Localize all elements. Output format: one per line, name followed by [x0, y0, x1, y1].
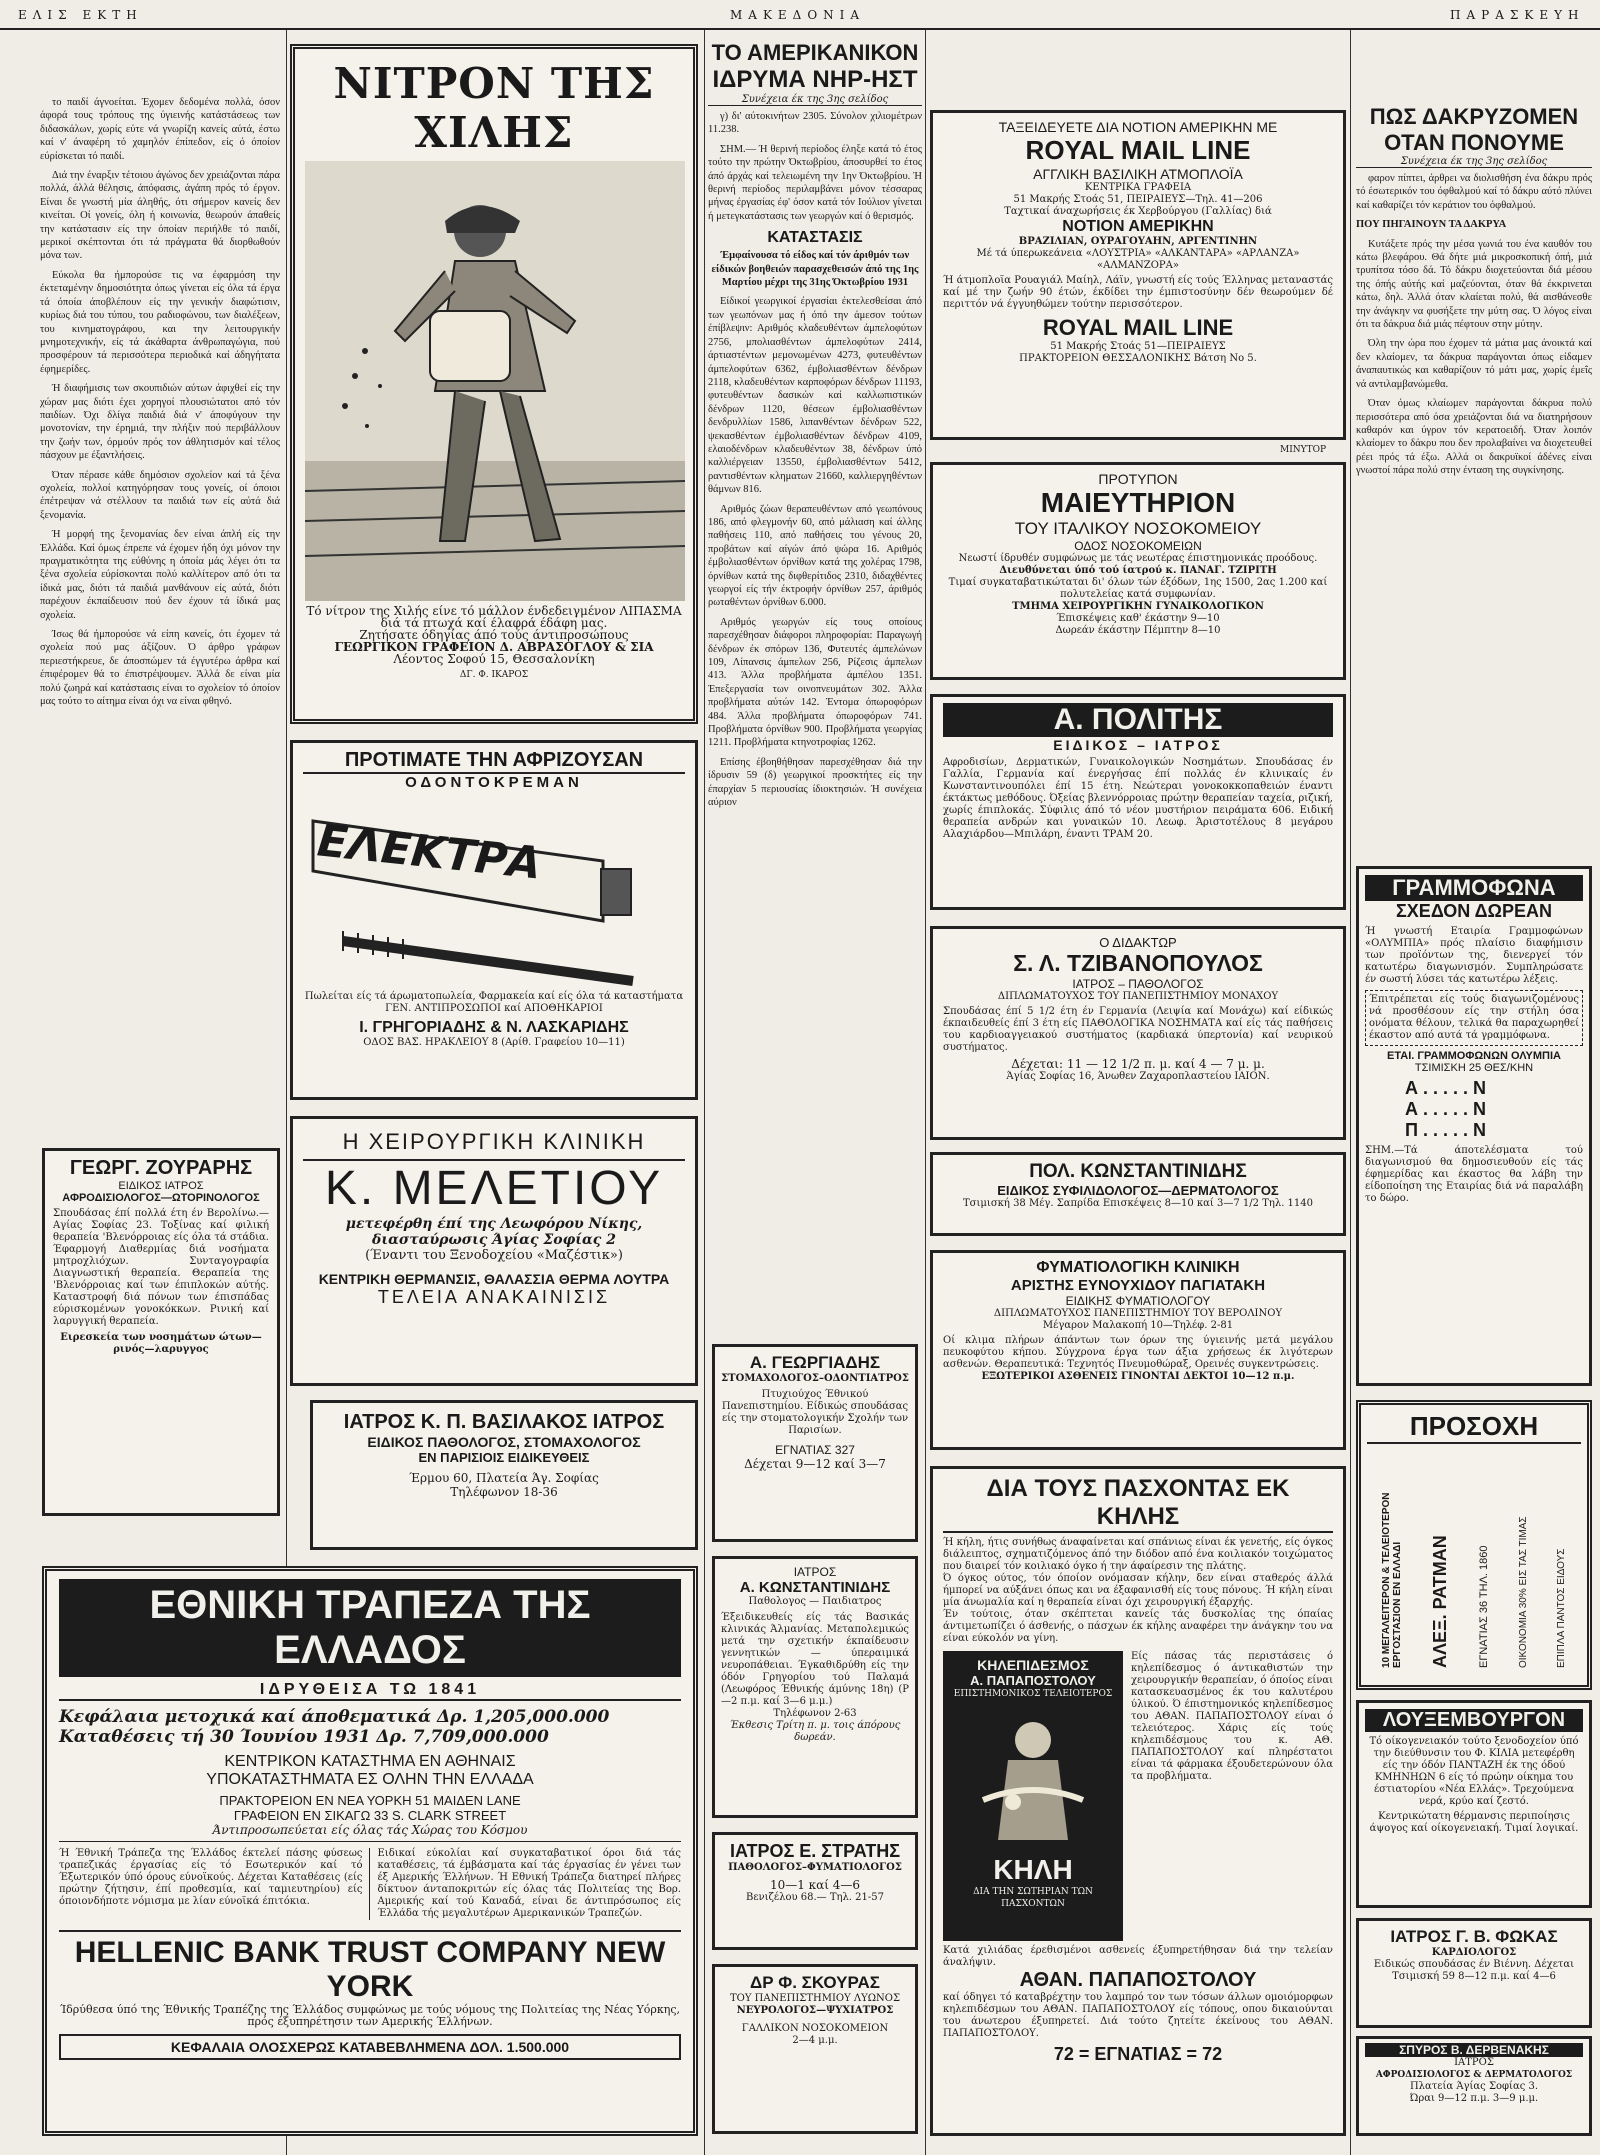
bank-left-text: Ή Έθνική Τράπεζα της Έλλάδος έκτελεί πάσης φύσεως τραπεζικάς έργασίας είς τό Εσωτερικόν καί τό Έξωτερικόν ύπό όρους εύνοϊκούς. Δέχεται Καταθέσεις (είς πρώτην ζήτησιν, έπί προθεσμία, καί ταμιευτηρίου) είς όποιονδήποτε νόμισμα με λίαν εύνοϊκά έπιτόκια. — [59, 1848, 370, 1920]
article-continuation: Συνέχεια έκ της 3ης σελίδος — [708, 94, 922, 106]
ad-hernia — [930, 1466, 1346, 2136]
ad-hours: Δέχεται: 11 — 12 1/2 π. μ. καί 4 — 7 μ. μ. — [1011, 1057, 1265, 1071]
ad-title: ΛΟΥΞΕΜΒΟΥΡΓΟΝ — [1365, 1709, 1583, 1732]
ad-degree: ΔΙΠΛΩΜΑΤΟΥΧΟΣ ΤΟΥ ΠΑΝΕΠΙΣΤΗΜΙΟΥ ΜΟΝΑΧΟΥ — [997, 991, 1279, 1002]
ad-subtitle: ΕΝ ΠΑΡΙΣΙΟΙΣ ΕΙΔΙΚΕΥΘΕΙΣ — [418, 1450, 590, 1465]
ad-title: Α. ΚΩΝΣΤΑΝΤΙΝΙΔΗΣ — [739, 1579, 891, 1596]
article-title: ΙΔΡΥΜΑ ΝΗΡ-ΗΣΤ — [712, 66, 918, 93]
ad-national-bank — [42, 1566, 698, 2136]
ad-title: ΠΡΟΤΙΜΑΤΕ ΤΗΝ ΑΦΡΙΖΟΥΣΑΝ — [303, 749, 685, 774]
ad-address: 72 = ΕΓΝΑΤΙΑΣ = 72 — [1053, 2044, 1223, 2064]
bank-founded: ΙΔΡΥΘΕΙΣΑ ΤΩ 1841 — [59, 1681, 681, 1701]
bank-representation: Άντιπροσωπεύεται είς όλας τάς Χώρας του Κόσμου — [59, 1823, 681, 1842]
article-title: ΠΩΣ ΔΑΚΡΥΖΟΜΕΝ — [1369, 104, 1579, 129]
ad-ships: Μέ τά ύπερωκεάνεια «ΛΟΥΣΤΡΙΑ» «ΑΛΚΑΝΤΑΡΑ» «ΑΡΛΑΝΖΑ» «ΑΛΜΑΝΖΟΡΑ» — [976, 248, 1300, 271]
ad-title: ΣΠΥΡΟΣ Β. ΔΕΡΒΕΝΑΚΗΣ — [1365, 2043, 1583, 2057]
ad-maternity — [930, 462, 1346, 680]
ad-hours: Δέχεται 9—12 καί 3—7 — [744, 1457, 886, 1471]
ad-text: Ό όγκος ούτος, τόν όποίον ονόμασαν κήλην, δεν είναι σταθερός άλλά ήμπορεί να αύξάνει όπως και να έξαφανισθή είς τους πόνους. Ή κήλη είναι μία άνωμαλία καί η θεραπεία είναι όχι χειρουργική έξαρχής. — [943, 1573, 1333, 1608]
clinic-name: Κ. ΜΕΛΕΤΙΟΥ — [324, 1162, 664, 1215]
ad-text: Νεωστί ίδρυθέν συμφώνως με τάς νεωτέρας έπιστημονικάς προόδους. — [958, 553, 1318, 564]
ad-luxembourg-hotel — [1356, 1700, 1592, 1908]
ad-text: καί όδηγει τό καταβρέχτην του λαμπρό τον των τόσων άλλων ομοιόμορφων κηλεπιδέσμων του ΑΘΑΝ. ΠΑΠΑΠΟΣΤΟΛΟΥ είς τόπους, οπου δικαιούνται του άνωτερου έξυπηρετεί. Διά τούτο ζητείτε έκείνους του ΑΘΑΝ. ΠΑΠΑΠΟΣΤΟΛΟΥ. — [943, 1992, 1333, 2039]
ad-text: Είς πάσας τάς περιστάσεις ό κηλεπίδεσμος ό άντικαθιστών την χειρουργικήν θεραπείαν, ό όποίος είναι κατασκευασμένος έκ του καλυτέρου ύλικού. Ό έπιστημονικός κηλεπίδεσμος του ΑΘΑΝ. ΠΑΠΑΠΟΣΤΟΛΟΥ είναι ό τελειότερος. Χάρις είς τούς κηλεπιδέσμους του κ. ΑΘ. ΠΑΠΑΠΟΣΤΟΛΟΥ καί πληρέστατοι είναι τά φάρμακα έξουδετερώνουν όλα τα προβλήματα. — [1131, 1651, 1333, 1782]
ad-hours: Ώραι 9—12 π.μ. 3—9 μ.μ. — [1409, 2093, 1539, 2104]
ad-tzivanopoulos — [930, 926, 1346, 1140]
ad-hours: Έπισκέψεις καθ' έκάστην 9—10 — [1056, 613, 1220, 624]
hellenic-bank-title: HELLENIC BANK TRUST COMPANY NEW YORK — [59, 1930, 681, 2004]
ad-subtitle: ΑΓΓΛΙΚΗ ΒΑΣΙΛΙΚΗ ΑΤΜΟΠΛΟΪΑ — [1033, 166, 1243, 182]
ad-signature: ΜΙΝΥΤΟΡ — [1280, 445, 1327, 455]
hernia-truss-illustration — [953, 1700, 1113, 1850]
ad-intro: ΠΡΟΤΥΠΟΝ — [1098, 471, 1178, 487]
article-title: ΤΟ ΑΜΕΡΙΚΑΝΙΚΟΝ — [711, 40, 919, 65]
ad-address: ΕΓΝΑΤΙΑΣ 327 — [775, 1443, 855, 1457]
article-paragraph: Επίσης έβοηθήθησαν παρεσχέθησαν διά την ίδρυσιν 59 (δ) γεωργικοί προσκτήτες είς την έπαρχίαν 5 περιουσίας ίδιοκτησιών. Ή συνέχεια αύριον — [708, 756, 922, 809]
ad-address: Μέγαρον Μαλακοπή 10—Τηλέφ. 2-81 — [1042, 1320, 1234, 1331]
ad-text: (Έναντι του Ξενοδοχείου «Μαζέστικ») — [365, 1248, 623, 1263]
ad-title: ΠΡΟΣΟΧΗ — [1367, 1411, 1581, 1444]
hellenic-bank-capital: ΚΕΦΑΛΑΙΑ ΟΛΟΣΧΕΡΩΣ ΚΑΤΑΒΕΒΛΗΜΕΝΑ ΔΟΛ. 1.500.000 — [59, 2034, 681, 2060]
ad-royal-mail — [930, 110, 1346, 440]
ad-specialty: ΕΙΔΙΚΟΣ ΣΥΦΙΛΙΔΟΛΟΓΟΣ—ΔΕΡΜΑΤΟΛΟΓΟΣ — [997, 1183, 1279, 1198]
ad-skouras — [712, 1964, 918, 2134]
ad-title: ΙΑΤΡΟΣ Γ. Β. ΦΩΚΑΣ — [1390, 1927, 1558, 1946]
ad-specialty: ΕΙΔΙΚΗΣ ΦΥΜΑΤΙΟΛΟΓΟΥ — [1065, 1294, 1211, 1308]
article-paragraph: ΣΗΜ.— Ή θερινή περίοδος έληξε κατά τό έτος τούτο την πρώτην Όκτωβρίου, άποσυρθεί το έτος άπό άρχάς καί τελειωμένη την 1ην Όκτωβρίου. Ή θερινή περίοδος περιλαμβάνει μόνον τέσσαρας μήνας έργασίας έφ' όσον κατά τόν Ιούλιον γίνεται ή μετεγκατάστασις των γεωργών καί ό θερισμός. — [708, 143, 922, 222]
ad-note: ΕΞΩΤΕΡΙΚΟΙ ΑΣΘΕΝΕΙΣ ΓΙΝΟΝΤΑΙ ΔΕΚΤΟΙ 10—12 π.μ. — [981, 1371, 1295, 1382]
ad-text: Ταχτικαί άναχωρήσεις έκ Χερβούργου (Γαλλίας) διά — [1004, 206, 1272, 217]
ad-text: Ζητήσατε όδηγίας άπό τούς άντιπροσώπους — [359, 628, 629, 642]
article-paragraph: Αριθμός ζώων θεραπευθέντων από γεωπόνους 186, από φλεγμονήν 60, από μάλιαση καί άλλης παθήσεις 110, από παθήσεις του γένους 20, προβάτων καί αίγών άπό ψώρα 16. Αριθμός έμβολιασθέντων όρνίθων κατά της χολέρας 1798, όρνίθων κατά της διφθερίτιδος 2310, διδαχθέντες γεωργοί είς τήν έκτροφήν όρνίθων 257, άριθμός ρωταθέντων όρνίθων 6.000. — [708, 503, 922, 609]
ad-text: Ή κήλη, ήτις συνήθως άναφαίνεται καί σπάνιως είναι έκ γενετής, είς όγκος διάλειπτος, σχηματιζόμενος άπό την διόδον από ένα κοιλιακόν τοιχώματος που διαιρεί τόν κοιλιακό όγκο ή την άφαίρεσιν της πλάτης. — [943, 1537, 1333, 1572]
ad-furniture — [1356, 1400, 1592, 1690]
ad-subtitle: ΟΔΟΝΤΟΚΡΕΜΑΝ — [405, 774, 583, 791]
ad-title: ΝΙΤΡΟΝ ΤΗΣ ΧΙΛΗΣ — [333, 59, 655, 157]
ad-office: ΚΕΝΤΡΙΚΑ ΓΡΑΦΕΙΑ — [1084, 182, 1192, 193]
article-paragraph: Είδικοί γεωργικοί έργασίαι έκτελεσθείσαι άπό των γεωπόνων μας ή όπό την άμεσον τούτων έπίβλεψιν: Αριθμός κλαδευθέντων άμπελοφύτων 2756, μπολιασθέντων άμπελοφύτων 2414, άρτιαστέντων μεμονωμένων 4273, φυτευθέντων άμπελοφύτων 6362, έμβολιασθέντων δένδρων 2118, κλαδευθέντων καρποφόρων δένδρων 11193, φυτευθέντων δασικών καί καλλωπιστικών δένδρων 1120, θέσεων έμβολιασθέντων δενδρυλλίων 1586, λιπανθέντων δένδρων 522, ψεκασθέντων έμβολιασθέντων δένδρων 4109, ελαιοδένδρων κλαδευθέντων 38, δένδρων ύπό καλλιέργειαν 13550, έμβολιασθέντων 5412, ραντισθέντων κληματων 21660, καλλιεργηθέντων θάμνων 816. — [708, 296, 922, 496]
column-rule — [925, 30, 926, 2155]
article-paragraph: Διά την έναρξιν τέτοιου άγώνος δεν χρειάζονται πάρα πολλά, άλλά θέλησις, άπόφασις, άγάπη πρός τό έργον. Είναι δε γνωστή μία άληθής, ότι σήμερον κανείς δεν κινείται. Οί γονείς, όλη ή κοινωνία, θεωρούν άπαθείς την κατάστασιν είς την όποίαν περιήλθε τό παιδί, μερικοί σκέπτονται ότι τά πράγματα θά διορθωθούν μόνα των. — [40, 170, 280, 262]
ad-phone: Τηλέφωνον 18-36 — [450, 1485, 558, 1499]
ad-address: ΟΔΟΣ ΒΑΣ. ΗΡΑΚΛΕΙΟΥ 8 (Αρίθ. Γραφείου 10—11) — [363, 1037, 625, 1048]
ad-title: ΙΑΤΡΟΣ Ε. ΣΤΡΑΤΗΣ — [729, 1841, 901, 1861]
ad-konstantinidis-pol — [930, 1152, 1346, 1236]
ad-text: Έν τούτοις, όταν σκέπτεται κανείς τάς δυσκολίας της όπαίας άντιμετωπίζει ό άσθενής, ο πάσχων έκ κήλης αναφέρει την άνάγκην του να είναι εύκολόν να γίνη. — [943, 1609, 1333, 1644]
masthead — [0, 0, 1600, 30]
masthead-left: ΕΛΙΣ ΕΚΤΗ — [18, 8, 143, 22]
ad-title: ROYAL MAIL LINE — [1025, 135, 1251, 165]
ad-text: Ή άτμοπλοϊα Ρουαγιάλ Μαίηλ, Λάϊν, γνωστή είς τούς Έλληνας μεταναστάς καί μέ την ζωήν 90 έτών, έκδίδει την έμπιστοσύνην δέν θεωρούμεν δέ περιττόν νά έγγυηθώμεν τούτην περισσότερον. — [943, 275, 1333, 310]
ad-text: Ειδικώς σπουδάσας έν Βιέννη. Δέχεται Τσιμισκή 59 8—12 π.μ. καί 4—6 — [1373, 1959, 1575, 1982]
ad-vertical-text: 10 ΜΕΓΑΛΕΙΤΕΡΟΝ & ΤΕΛΕΙΟΤΕΡΟΝ ΕΡΓΟΣΤΑΣΙΟΝ ΕΝ ΕΛΛΑΔΙ — [1380, 1492, 1403, 1668]
article-paragraph: γ) δι' αύτοκινήτων 2305. Σύνολον χιλιομέτρων 11.238. — [708, 111, 922, 136]
ad-address: Έρμου 60, Πλατεία Άγ. Σοφίας — [409, 1471, 599, 1485]
ad-title: ΔΙΑ ΤΟΥΣ ΠΑΣΧΟΝΤΑΣ ΕΚ ΚΗΛΗΣ — [943, 1475, 1333, 1533]
article-american-foundation — [708, 40, 922, 1340]
brand-name: ΕΛΕΚΤΡΑ — [314, 815, 544, 890]
ad-dervenakis — [1356, 2036, 1592, 2136]
ad-specialty: ΚΑΡΔΙΟΛΟΓΟΣ — [1431, 1947, 1517, 1958]
toothpaste-illustration — [303, 791, 685, 991]
ad-specialty: ΤΟΥ ΠΑΝΕΠΙΣΤΗΜΙΟΥ ΛΥΩΝΟΣ — [729, 1993, 901, 2004]
article-column — [40, 96, 280, 1141]
ad-title: Α. ΓΕΩΡΓΙΑΔΗΣ — [749, 1353, 881, 1372]
ad-vertical-text: ΕΠΙΠΛΑ ΠΑΝΤΟΣ ΕΙΔΟΥΣ — [1556, 1548, 1568, 1668]
ad-title: ΓΡΑΜΜΟΦΩΝΑ — [1365, 875, 1583, 901]
ad-georgiadis — [712, 1344, 918, 1542]
poster-name: Α. ΠΑΠΑΠΟΣΤΟΛΟΥ — [970, 1673, 1096, 1688]
ad-address: ΟΔΟΣ ΝΟΣΟΚΟΜΕΙΩΝ — [1074, 539, 1202, 553]
ad-degree: ΔΙΠΛΩΜΑΤΟΥΧΟΣ ΠΑΝΕΠΙΣΤΗΜΙΟΥ ΤΟΥ ΒΕΡΟΛΙΝΟΥ — [993, 1308, 1283, 1319]
ad-title: ΔΡ Φ. ΣΚΟΥΡΑΣ — [749, 1973, 881, 1992]
ad-vertical-text: ΕΓΝΑΤΙΑΣ 36 ΤΗΛ. 1860 — [1478, 1545, 1491, 1668]
ad-brand-name: ΑΘΑΝ. ΠΑΠΑΠΟΣΤΟΛΟΥ — [1019, 1969, 1257, 1991]
article-paragraph: Κυτάξετε πρός την μέσα γωνιά του ένα καυθόν του κάτω βλεφάρου. Θά δήτε μιά μικροσκοπική όπή, μιά τρυπίτσα τόσο δά. Τό δάκρυ διοχετεύονται διά μέσου της όπής αύτής καί μαζεύονται, όταν θά έκκρινεται κάτω, δηλ. Άλλά όταν κλαίεται πολύ, θά αισθάνεσθε την άνάγκην να φυσήξετε την μύτη σας. Ό λόγος είναι ότι τα δάκρυα διά μιάς πέφτουν στην μύτην. — [1356, 238, 1592, 331]
ad-text: Πτυχιούχος Έθνικού Πανεπιστημίου. Είδικώς σπουδάσας είς την στοματολογικήν Σχολήν των Παρισίων. — [721, 1389, 909, 1436]
ad-text: Τσιμισκή 38 Μέγ. Σαπρίδα Επισκέψεις 8—10 καί 3—7 1/2 Τηλ. 1140 — [962, 1198, 1313, 1209]
ad-subtitle: ΝΕΥΡΟΛΟΓΟΣ—ΨΥΧΙΑΤΡΟΣ — [736, 2005, 894, 2016]
article-paragraph: Όταν όμως κλαίωμεν παράγονται δάκρυα πολύ περισσότερα από όσα χρειάζονται διά να διατηρήσουν καθαρόν και ύγρον τόν κερατοειδή. Όταν λοιπόν κλαίομεν το δάκρυ που δεν προλαβαίνει να διοχετευθεί ρέει πρός τά έξω. Αλλά οι δακρυϊκοί άδένες είναι γνωστοί πάρα πολύ στην ένταση της συγκίνησης. — [1356, 398, 1592, 477]
ad-address: ΓΑΛΛΙΚΟΝ ΝΟΣΟΚΟΜΕΙΟΝ — [741, 2023, 889, 2034]
ad-title: ΕΘΝΙΚΗ ΤΡΑΠΕΖΑ ΤΗΣ ΕΛΛΑΔΟΣ — [59, 1579, 681, 1677]
poster-big-word: ΚΗΛΗ — [993, 1854, 1073, 1885]
ad-role: ΕΙΔΙΚΟΣ ΙΑΤΡΟΣ — [118, 1180, 204, 1192]
ad-text: Ή γνωστή Εταιρία Γραμμοφώνων «ΟΛΥΜΠΙΑ» πρός πλαίσιο διαφήμισιν των προϊόντων της, διενεργεί τόν κατωτέρω διαγωνισμόν. Συμπληρώσατε έν σωστή λύσει τάς κατωτέρω λέξεις. — [1365, 926, 1583, 985]
ad-zourarhs — [42, 1148, 280, 1516]
ad-address: 51 Μακρής Στοάς 51—ΠΕΙΡΑΙΕΥΣ — [1050, 341, 1226, 352]
ad-vertical-text: ΟΙΚΟΝΟΜΙΑ 30% ΕΙΣ ΤΑΣ ΤΙΜΑΣ — [1517, 1516, 1529, 1668]
article-paragraph: το παιδί άγνοείται. Έχομεν δεδομένα πολλά, όσον άφορά τους τρόπους της ύγιεινής κατάστάσεως των διδασκάλων, χωρίς εύτε νά γνωρίζη κανείς αύτά, έστω καί ν' άναφέρη τό χαμηλόν έπίπεδον, είς ό όποίον εύρίσκεται τό παιδί. — [40, 97, 280, 162]
ad-text: Πωλείται είς τά άρωματοπωλεία, Φαρμακεία καί είς όλα τά καταστήματα ΓΕΝ. ΑΝΤΙΠΡΟΣΩΠΟΙ καί ΑΠΟΘΗΚΑΡΙΟΙ — [304, 991, 684, 1014]
poster-heading: ΚΗΛΕΠΙΔΕΣΜΟΣ — [977, 1657, 1089, 1673]
ad-title: ΠΟΛ. ΚΩΝΣΤΑΝΤΙΝΙΔΗΣ — [1029, 1161, 1247, 1182]
hellenic-bank-text: Ίδρύθεσα ύπό της Έθνικής Τραπέζης της Έλλάδος συμφώνως με τούς νόμους της Πολιτείας της Νέας Υόρκης, πρός έξυπηρέτησιν των Αμερικής Έλλήνων. — [60, 2003, 680, 2028]
bank-agency: ΠΡΑΚΤΟΡΕΙΟΝ ΕΝ ΝΕΑ ΥΟΡΚΗ 51 ΜΑΙΔΕΝ LANE — [219, 1793, 521, 1808]
ad-address: 51 Μακρής Στοάς 51, ΠΕΙΡΑΙΕΥΣ—Τηλ. 41—206 — [1013, 194, 1263, 205]
ad-text: ΤΕΛΕΙΑ ΑΝΑΚΑΙΝΙΣΙΣ — [377, 1287, 611, 1307]
ad-title: Σ. Λ. ΤΖΙΒΑΝΟΠΟΥΛΟΣ — [1013, 950, 1263, 976]
article-paragraph: Όλη την ώρα που έχομεν τά μάτια μας άνοικτά καί δεν κλαίομεν, τα δάκρυα παράγονται όπως είδαμεν άναπαυτικώς και καθαρίζουν τό μάτι μας, χωρίς έμεΐς νά αντιλαμβανώμεθα. — [1356, 338, 1592, 390]
masthead-right: ΠΑΡΑΣΚΕΥΗ — [1450, 8, 1585, 22]
ad-hours: 2—4 μ.μ. — [792, 2035, 838, 2046]
ad-text: Ειρεσκεία των νοσημάτων ώτων—ρινός—λαρυγγος — [60, 1332, 262, 1355]
masthead-center: ΜΑΚΕΔΟΝΙΑ — [730, 8, 866, 22]
ad-text: Έπιτρέπεται είς τούς διαγωνιζομένους νά προσθέσουν είς την στήλη όσα ονόματα θέλουν, τελικά θα παραχωρηθεί έκαστον από αυτά τά γραμμόφωνα. — [1365, 990, 1583, 1046]
ad-specialty: ΑΦΡΟΔΙΣΙΟΛΟΓΟΣ—ΩΤΟΡΙΝΟΛΟΓΟΣ — [62, 1192, 260, 1204]
ad-subtitle: ΣΧΕΔΟΝ ΔΩΡΕΑΝ — [1396, 901, 1552, 921]
bank-office: ΓΡΑΦΕΙΟΝ ΕΝ ΣΙΚΑΓΩ 33 S. CLARK STREET — [233, 1808, 507, 1823]
ad-title: ΓΕΩΡΓ. ΖΟΥΡΑΡΗΣ — [69, 1157, 253, 1179]
ad-stratis — [712, 1832, 918, 1950]
ad-note: Έκθεσις Τρίτη π. μ. τοις άπόρους δωρεάν. — [729, 1720, 901, 1743]
article-paragraph: Εύκολα θα ήμπορούσε τις να έφαρμόση την έκτεταμένην δημοσιότητα όπως γίνεται είς όλα τά έργα τά όποία άποβλέπουν είς την γενικήν διαφώτισιν, κυρίως διά του τύπου, του ραδιοφώνου, των διαλέξεων, του κινηματογράφου, και την λειτουργικήν μνημοτεχνικήν, είς τά άκάθαρτα άνθρωπαγώγια, πού προσφέρουν τά περισσότερα περιοδικά καί άδηγήτατα έφημερίδες. — [40, 269, 280, 375]
ad-destination: ΝΟΤΙΟΝ ΑΜΕΡΙΚΗΝ — [1062, 218, 1214, 235]
ad-politis — [930, 694, 1346, 910]
ad-representatives: Ι. ΓΡΗΓΟΡΙΑΔΗΣ & Ν. ΛΑΣΚΑΡΙΔΗΣ — [359, 1019, 629, 1036]
ad-subtitle: ΤΟΥ ΙΤΑΛΙΚΟΥ ΝΟΣΟΚΟΜΕΙΟΥ — [1014, 519, 1262, 538]
ad-title: ΜΑΙΕΥΤΗΡΙΟΝ — [1040, 487, 1236, 518]
bank-branches: ΥΠΟΚΑΤΑΣΤΗΜΑΤΑ ΕΣ ΟΛΗΝ ΤΗΝ ΕΛΛΑΔΑ — [206, 1771, 534, 1788]
poster-footer: ΔΙΑ ΤΗΝ ΣΩΤΗΡΙΑΝ ΤΩΝ ΠΑΣΧΟΝΤΩΝ — [973, 1887, 1093, 1909]
ad-text: Κατά χιλιάδας έρεθισμένοι ασθενείς έξυπηρετήθησαν διά την τελείαν άναλήψιν. — [943, 1945, 1333, 1968]
ad-intro: Ο ΔΙΔΑΚΤΩΡ — [1099, 935, 1177, 950]
ad-title: ΙΑΤΡΟΣ Κ. Π. ΒΑΣΙΛΑΚΟΣ ΙΑΤΡΟΣ — [343, 1411, 665, 1433]
ad-meletiou — [290, 1116, 698, 1386]
ad-text: Σπουδάσας έπί 5 1/2 έτη έν Γερμανία (Λειψία καί Μονάχω) καί είδικώς έκπαιδευθείς έπί 3 έτη είς ΠΑΘΟΛΟΓΙΚΑ ΝΟΣΗΜΑΤΑ καί είς τάς παθήσεις του καρδιοαγγειακού συστήματος (καρδιακά ύπερτονία) καί νευρικού συστήματος. — [943, 1006, 1333, 1053]
ad-specialty: ΑΦΡΟΔΙΣΙΟΛΟΓΟΣ & ΔΕΡΜΑΤΟΛΟΓΟΣ — [1375, 2070, 1573, 2080]
article-continuation: Συνέχεια έκ της 3ης σελίδος — [1356, 156, 1592, 168]
ad-doctor: ΑΡΙΣΤΗΣ ΕΥΝΟΥΧΙΔΟΥ ΠΑΓΙΑΤΑΚΗ — [1010, 1277, 1266, 1294]
bank-central: ΚΕΝΤΡΙΚΟΝ ΚΑΤΑΣΤΗΜΑ ΕΝ ΑΘΗΝΑΙΣ — [224, 1753, 516, 1770]
ad-hours: Δωρεάν έκάστην Πέμπτην 8—10 — [1055, 625, 1221, 636]
column-rule — [1350, 30, 1351, 2155]
bank-right-text: Ειδικαί εύκολίαι καί συγκαταβατικοί όροι διά τάς καταθέσεις, τά έμβάσματα καί τάς έργασίας έν γένει των έξ Αμερικής Έλλήνων. Ή Εθνική Τράπεζα διατηρεί πλήρες δίκτυον άνταποκριτών είς όλας τάς Πολιτείας της Βορ. Αμερικής καί τού Καναδά, είναι δε άντιπρόσωπος είς Έλλάδα τής μεγαλυτέρων Αμερικανικών Τραπεζών. — [377, 1848, 681, 1919]
ad-specialty: ΣΤΟΜΑΧΟΛΟΓΟΣ–ΟΔΟΝΤΙΑΤΡΟΣ — [721, 1373, 909, 1384]
ad-text: Τό νίτρον της Χιλής είνε τό μάλλον ένδεδειγμένον ΛΙΠΑΣΜΑ διά τά πτωχά καί έλαφρά έδάφη μας. — [306, 604, 682, 630]
section-heading: ΠΟΥ ΠΗΓΑΙΝΟΥΝ ΤΑ ΔΑΚΡΥΑ — [1356, 219, 1507, 231]
ad-title: ΦΥΜΑΤΙΟΛΟΓΙΚΗ ΚΛΙΝΙΚΗ — [1036, 1259, 1240, 1276]
ad-konstantinidis-a — [712, 1556, 918, 1818]
ad-text: μετεφέρθη έπί της Λεωφόρου Νίκης, διασταύρωσις Άγίας Σοφίας 2 — [345, 1216, 643, 1248]
ad-phthisiology-clinic — [930, 1250, 1346, 1450]
ad-text: ΓΕΩΡΓΙΚΟΝ ΓΡΑΦΕΙΟΝ Δ. ΑΒΡΑΣΟΓΛΟΥ & ΣΙΑ — [334, 640, 654, 654]
ad-address: Βενιζέλου 68.— Τηλ. 21-57 — [745, 1892, 884, 1903]
ad-specialty: ΕΙΔΙΚΟΣ – ΙΑΤΡΟΣ — [1053, 737, 1223, 753]
column-rule — [704, 30, 705, 2155]
article-paragraph: Ή μορφή της ξενομανίας δεν είναι άπλή είς την Έλλάδα. Καί όμως έπρεπε νά έχομεν ήδη όχι μόνον την πραγματικότητα της εύθύνης η όποία μάς λέγει ότι τα ξένα σχολεία εύρίσκονται πολύ καλλίτερον από ότι τα ίδικά μας, διότι τά παιδιά μανθάνουν είς αύτά, διότι παρέχουν έκπαίδευσιν πού δεν έχουν τά ίδικά μας σχολεία. — [40, 529, 280, 621]
ad-address: ΤΣΙΜΙΣΚΗ 25 ΘΕΣ/ΚΗΝ — [1414, 1062, 1534, 1074]
ad-phone: Τηλέφωνον 2-63 — [773, 1708, 857, 1719]
ad-company: ΕΤΑΙ. ΓΡΑΜΜΟΦΩΝΩΝ ΟΛΥΜΠΙΑ — [1387, 1050, 1561, 1062]
ad-note: ΣΗΜ.—Τά άποτελέσματα τού διαγωνισμού θα δημοσιευθούν είς τάς έφημερίδας και έκαστος θα λάβη την είδοποίηση της Εταιρίας διά νά παραλάβη το δώρο. — [1365, 1145, 1583, 1204]
ad-department: ΤΜΗΜΑ ΧΕΙΡΟΥΡΓΙΚΗΝ ΓΥΝΑΙΚΟΛΟΓΙΚΟΝ — [1012, 601, 1264, 612]
ad-text: ΚΕΝΤΡΙΚΗ ΘΕΡΜΑΝΣΙΣ, ΘΑΛΑΣΣΙΑ ΘΕΡΜΑ ΛΟΥΤΡΑ — [318, 1271, 670, 1287]
puzzle-row[interactable]: Α . . . . . Ν — [1405, 1099, 1487, 1119]
ad-label: ΙΑΤΡΟΣ — [793, 1565, 837, 1579]
ad-text: Οί κλιμα πλήρων άπάντων των όρων της ύγιεινής μετά μεγάλου πευκοφύτου κήπου. Σύγχρονα έργα των άξια χρήσεως έκ λιγότερων ασθενών. Θεραπευτικά: Τεχνητός Πνευμοθώραξ, Ορεινές συγκεντρώσεις. — [943, 1335, 1333, 1370]
ad-vasilakos — [310, 1400, 698, 1550]
ad-title-repeat: ROYAL MAIL LINE — [1042, 315, 1234, 340]
bank-deposits: Καταθέσεις τή 30 Ίουνίου 1931 Δρ. 7,709,000.000 — [59, 1727, 549, 1747]
puzzle-row[interactable]: Π . . . . . Ν — [1405, 1120, 1487, 1140]
ad-specialty: ΙΑΤΡΟΣ – ΠΑΘΟΛΟΓΟΣ — [1072, 977, 1204, 991]
ad-specialty: ΕΙΔΙΚΟΣ ΠΑΘΟΛΟΓΟΣ, ΣΤΟΜΑΧΟΛΟΓΟΣ — [367, 1434, 641, 1450]
ad-vertical-text: ΑΛΕΞ. ΡΑΤΜΑΝ — [1430, 1535, 1451, 1668]
hernia-poster — [943, 1651, 1123, 1941]
farmer-illustration — [305, 161, 685, 601]
ad-text: Αφροδισίων, Δερματικών, Γυναικολογικών Νοσημάτων. Σπουδάσας έν Γαλλία, Γερμανία καί ένεργήσας έπί πολλάς έν κλινικαίς έν Κωνσταντινουπόλει έπί 15 έτη. Νεώτεραι γονοκοκκοπαθειών έναντι έκτάκτως μεθόδους. Όξείας βλεννόρροιας πρώτην θεραπείαν ταχεία, ριζική, χωρίς έπιπλοκάς. Σύφιλις άπό τό νέον μυστήριον πειράματα 606. Ειδική θεραπεία ανδρών και γυναικών 10. Λεωφ. Άριστοτέλους 8 μεγάρου Αλαχιάρδου—Μπιλάρη, έναντι ΤΡΑΜ 20. — [943, 757, 1333, 840]
article-paragraph: Ή διαφήμισις των σκουπιδιών αύτων άφιχθεί είς την χώραν μας διότι έχει χορηγοί πλουσιώτατοι από τόν παιδίων. Όχι δλίγα παιδιά διά ν' άποφύγουν την μονοτονίαν, την έρημιά, την πλήξιν πού περιβάλλουν την ζωήν των, όρμούν πρός τον άθλητισμόν καί τέλος πάσχουν με έξαντλήσεις. — [40, 383, 280, 462]
ad-text: Τό οίκογενειακόν τούτο ξενοδοχείον ύπό την διεύθυνσιν του Φ. ΚΙΛΙΑ μετεφέρθη είς την όδόν ΠΑΝΤΑΖΗ έκ της όδού ΚΜΗΝΗΩΝ 6 είς τό πρώην οίκημα του έστιατορίου «Νέα Ελλάς». Τρεχούμενα νερά, κρύο καί ζεστό. — [1369, 1736, 1579, 1807]
ad-address: Πλατεία Άγίας Σοφίας 3. — [1409, 2081, 1539, 2092]
article-paragraph: Αριθμός γεωργών είς τους οποίους παρεσχέθησαν διάφοροι πληροφορίαι: Παραγωγή δένδρων έκ σπόρων 136, Φυτευτές άμπελώνων 109, Λίπανσις άμπελων 256, Ρίζεσις άμπελων 413. Άλλα προβλήματα άμπέλου 1351. Έπεξεργασία των οινοπνευμάτων 302. Άλλα προβλήματα αύτών 142. Έντομα όπωροφόρων 484. Άλλα προβλήματα όπωροφόρων 741. Προβλήματα όρνίθων 900. Προβλήματα γεωργίας 1211. Προβλήματα κτηνοτροφίας 1262. — [708, 616, 922, 749]
ad-text: Κεντρικώτατη θέρμανσις περιποίησις άψογος καί οίκογενειακή. Τιμαί λογικαί. — [1369, 1811, 1579, 1834]
article-paragraph: φαρον πίπτει, άρθρει να διολισθήση ένα δάκρυ πρός τό έσωτερικόν του όφθαλμού καί τό δάκρυ αύτό πλύνει καί καθαρίζει τόν κεράτιον του όφθαλμού. — [1356, 173, 1592, 211]
article-paragraph: Έμφαίνουσα τό είδος καί τόν άριθμόν των είδικών βοηθειών παρασχεθεισών άπό της 1ης Μαρτίου μέχρι της 31ης Όκτωβρίου 1931 — [711, 250, 919, 289]
ad-specialty: Παθολογος — Παιδιατρος — [748, 1596, 882, 1607]
bank-capital: Κεφάλαια μετοχικά καί άποθεματικά Δρ. 1,205,000.000 — [59, 1707, 610, 1727]
ad-doctor: Διευθύνεται ύπό τού ίατρού κ. ΠΑΝΑΓ. ΤΖΙΡΙΤΗ — [999, 565, 1277, 576]
ad-elektra — [290, 740, 698, 1100]
ad-fokas — [1356, 1918, 1592, 2028]
ad-gramophones — [1356, 866, 1592, 1386]
ad-title: Α. ΠΟΛΙΤΗΣ — [943, 703, 1333, 737]
ad-hours: 10—1 καί 4—6 — [769, 1878, 861, 1892]
ad-label: ΙΑΤΡΟΣ — [1454, 2057, 1494, 2068]
ad-agency: ΠΡΑΚΤΟΡΕΙΟΝ ΘΕΣΣΑΛΟΝΙΚΗΣ Βάτση Νο 5. — [1019, 353, 1257, 364]
ad-countries: ΒΡΑΖΙΛΙΑΝ, ΟΥΡΑΓΟΥΑΗΝ, ΑΡΓΕΝΤΙΝΗΝ — [1018, 236, 1258, 247]
ad-text: Έξειδικευθείς είς τάς Βασικάς κλινικάς Άλμανίας. Μεταπολεμικώς μετά την σχετικήν έκπαίδευσιν γεννητικών — ύπεραιμικά νευροπάθειαι. Έγκαθιδρύθη είς την όδόν Γρηγορίου τού Παλαμά (Λεωφόρος Έθνικής άμύνης 18η) (Ρ—2 π.μ. καί 3—6 μ.μ.) — [721, 1612, 909, 1707]
artist-signature: ΔΓ. Φ. ΙΚΑΡΟΣ — [459, 670, 529, 680]
article-title: ΟΤΑΝ ΠΟΝΟΥΜΕ — [1384, 130, 1564, 155]
ad-address: Άγίας Σοφίας 16, Άνωθεν Ζαχαροπλαστείου ΙΑΙΟΝ. — [1006, 1071, 1270, 1082]
ad-address: Λέοντος Σοφού 15, Θεσσαλονίκη — [393, 652, 595, 666]
article-paragraph: Ίσως θά ήμπορούσε νά είπη κανείς, ότι έχομεν τά σχολεία πού μας άξίζουν. Ό άρθρο γράφων περιεστήκρευε, δε άποσπώμεν τά έγγυτέρω άρθρα καί έπιφέρομεν θά το έπιστρέψουμεν. Άλλά δε είναι μία πολύ ζωηρά καί κατάστασις είναι το σχολείον τό όποίον μας τούτο το αίτημα είναι όχι να είναι φθηνό. — [40, 629, 280, 708]
puzzle-row[interactable]: Α . . . . . Ν — [1405, 1078, 1487, 1098]
ad-title: Η ΧΕΙΡΟΥΡΓΙΚΗ ΚΛΙΝΙΚΗ — [303, 1129, 685, 1161]
ad-intro: ΤΑΞΕΙΔΕΥΕΤΕ ΔΙΑ ΝΟΤΙΟΝ ΑΜΕΡΙΚΗΝ ΜΕ — [998, 119, 1278, 135]
article-paragraph: Όταν πέρασε κάθε δημόσιον σχολείον καί τά ξένα σχολεία, πολλοί κατηγόρησαν τους γονείς, οί όποιοι έπέτρεψαν νά στέλλουν τα παιδιά των είς αύτά διά ξενομανία. — [40, 469, 280, 521]
ad-text: Τιμαί συγκαταβατικώταται δι' όλων τών έξόδων, 1ης 1500, 2ας 1.200 καί πολυτελείας κατά συμφωνίαν. — [948, 577, 1328, 600]
ad-text: Σπουδάσας έπί πολλά έτη έν Βερολίνω.— Αγίας Σοφίας 23. Τοξίνας καί φιλική θεραπεία 'Βλενόρροιας είς όλα τά στάδια. Έφαρμογή Διαθερμίας διά νοσήματα μητροχλιόχων. Συνταγογραφία Διαγνωστική θεραπεία. Θεραπεία της 'Βλενόρροιας καί των έπιπλοκών αύτής. Καταστροφή διά πόνων των έπισπάδας εύρισκομένων γονοκόκκων. Ρινική καί λαρυγγική θεραπεία. — [53, 1208, 269, 1327]
section-heading: ΚΑΤΑΣΤΑΣΙΣ — [767, 229, 863, 247]
poster-subtitle: ΕΠΙΣΤΗΜΟΝΙΚΟΣ ΤΕΛΕΙΟΤΕΡΟΣ — [953, 1689, 1113, 1699]
ad-specialty: ΠΑΘΟΛΟΓΟΣ–ΦΥΜΑΤΙΟΛΟΓΟΣ — [728, 1862, 902, 1873]
ad-nitron — [290, 44, 698, 724]
